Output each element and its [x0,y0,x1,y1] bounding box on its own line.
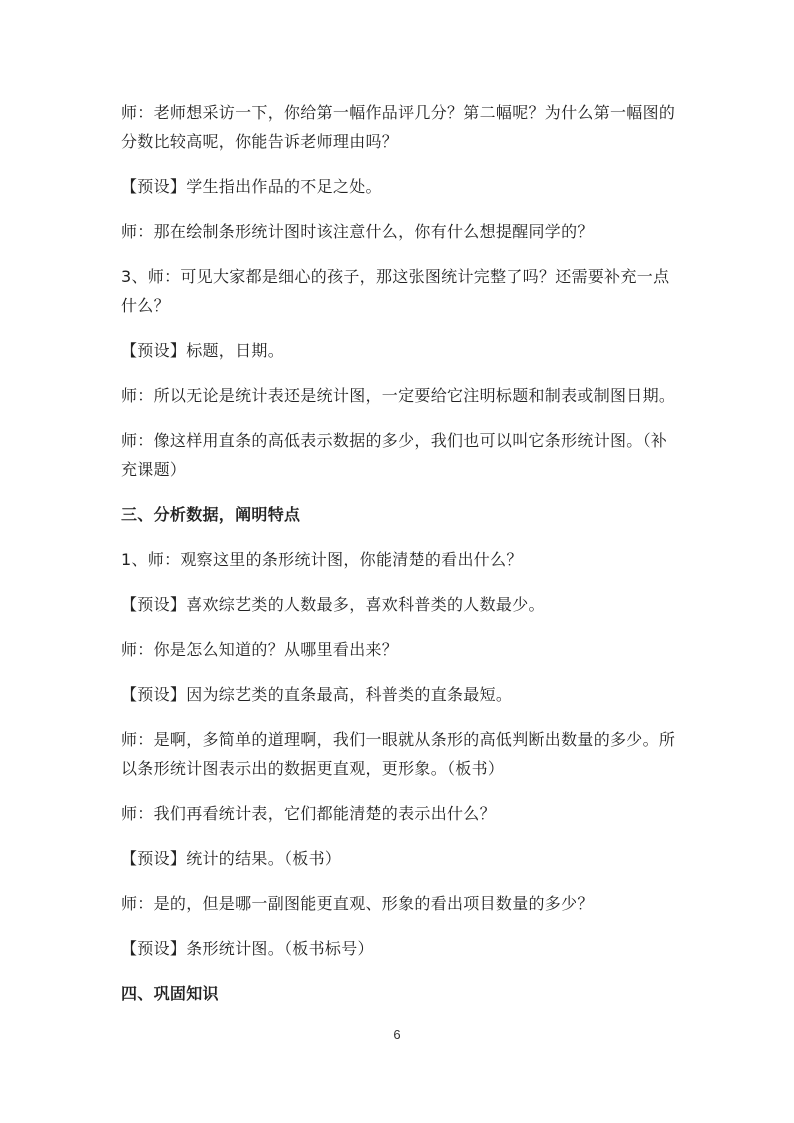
paragraph-item-1-observe: 1、师：观察这里的条形统计图，你能清楚的看出什么？ [121,550,523,569]
paragraph-preset-shortcomings: 【预设】学生指出作品的不足之处。 [121,177,382,196]
paragraph-teacher-which-chart: 师：是的，但是哪一副图能更直观、形象的看出项目数量的多少？ [121,894,594,913]
paragraph-preset-bar-height: 【预设】因为综艺类的直条最高，科普类的直条最短。 [121,685,513,704]
paragraph-preset-most-least: 【预设】喜欢综艺类的人数最多，喜欢科普类的人数最少。 [121,595,545,614]
paragraph-item-3-completeness: 3、师：可见大家都是细心的孩子，那这张图统计完整了吗？还需要补充一点什么？ [121,267,670,315]
document-body [121,98,681,1024]
section-heading-consolidate: 四、巩固知识 [121,984,219,1003]
paragraph-teacher-reminder: 师：那在绘制条形统计图时该注意什么，你有什么想提醒同学的？ [121,222,594,241]
paragraph-teacher-table: 师：我们再看统计表，它们都能清楚的表示出什么？ [121,804,496,823]
paragraph-teacher-how-know: 师：你是怎么知道的？从哪里看出来？ [121,640,399,659]
page-number: 6 [393,1027,401,1042]
paragraph-preset-title-date: 【预设】标题，日期。 [121,341,285,360]
section-heading-analyze-data: 三、分析数据，阐明特点 [121,505,301,524]
paragraph-teacher-bar-chart-definition: 师：像这样用直条的高低表示数据的多少，我们也可以叫它条形统计图。（补充课题） [121,431,668,479]
paragraph-preset-bar-chart: 【预设】条形统计图。（板书标号） [121,939,374,958]
paragraph-teacher-intuitive: 师：是啊，多简单的道理啊，我们一眼就从条形的高低判断出数量的多少。所以条形统计图表示出的数据更直观，更形象。（板书） [121,730,676,778]
paragraph-teacher-question-scores: 师：老师想采访一下，你给第一幅作品评几分？第二幅呢？为什么第一幅图的分数比较高呢，你能告诉老师理由吗？ [121,103,676,151]
paragraph-preset-result: 【预设】统计的结果。（板书） [121,849,342,868]
paragraph-teacher-title-date: 师：所以无论是统计表还是统计图，一定要给它注明标题和制表或制图日期。 [121,386,676,405]
